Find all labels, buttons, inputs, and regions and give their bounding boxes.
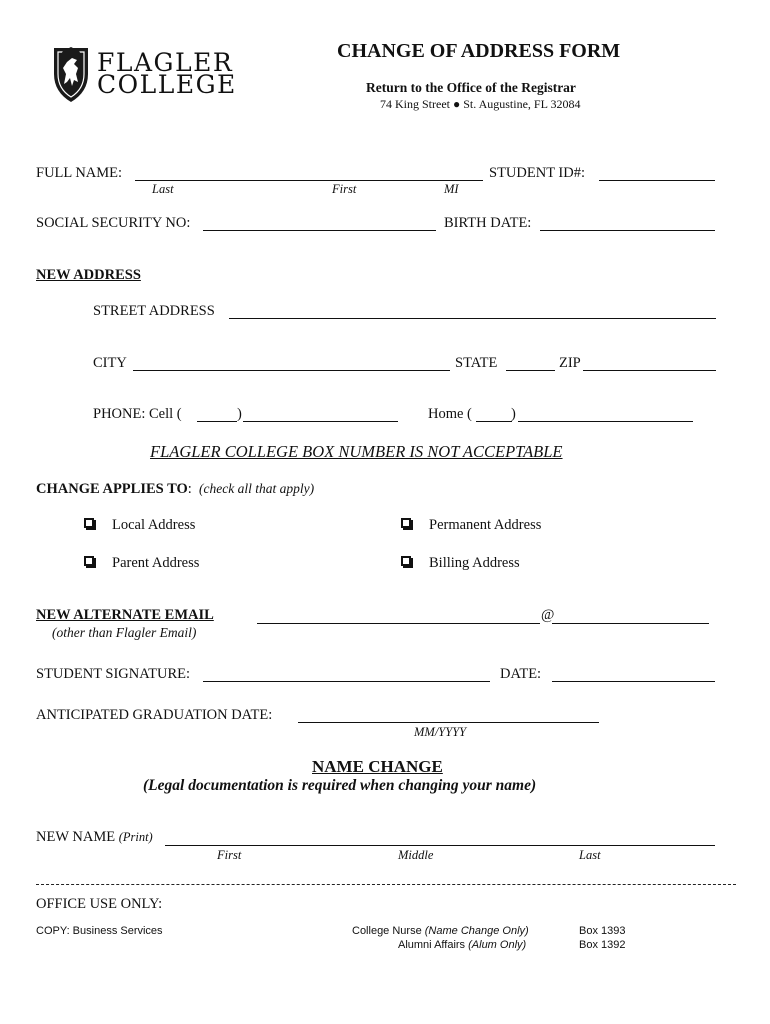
email-at-sign: @ (541, 607, 555, 623)
change-applies-colon: : (187, 481, 192, 497)
checkbox-parent-address[interactable] (84, 556, 94, 566)
new-name-label-text: NEW NAME (36, 829, 116, 845)
city-label: CITY (93, 355, 127, 371)
home-number-field[interactable] (518, 421, 693, 422)
change-applies-title: CHANGE APPLIES TO (36, 481, 188, 497)
change-applies-hint: (check all that apply) (199, 481, 315, 496)
box-number-notice: FLAGLER COLLEGE BOX NUMBER IS NOT ACCEPTABLE (150, 442, 563, 461)
college-logo (52, 44, 242, 106)
name-change-subheading: (Legal documentation is required when changing your name) (143, 777, 537, 794)
logo-wordmark-line1: FLAGLER (97, 48, 234, 77)
street-address-field[interactable] (229, 318, 716, 319)
checkbox-local-address[interactable] (84, 518, 94, 528)
new-name-first-hint: First (217, 848, 242, 862)
option-local-address-label: Local Address (112, 517, 196, 533)
graduation-date-label: ANTICIPATED GRADUATION DATE: (36, 707, 273, 723)
new-name-middle-hint: Middle (398, 848, 434, 862)
city-field[interactable] (133, 370, 450, 371)
office-use-label: OFFICE USE ONLY: (36, 896, 163, 912)
name-change-heading: NAME CHANGE (312, 757, 443, 776)
crest-shield-icon (52, 44, 90, 104)
office-divider (36, 884, 736, 885)
cell-number-field[interactable] (243, 421, 398, 422)
cell-phone-label: PHONE: Cell ( (93, 406, 182, 422)
alternate-email-label: NEW ALTERNATE EMAIL (36, 607, 214, 623)
box-1392: Box 1392 (579, 939, 626, 951)
birth-date-label: BIRTH DATE: (444, 215, 532, 231)
nurse-name: College Nurse (352, 925, 422, 937)
name-mi-hint: MI (444, 182, 459, 196)
new-name-last-hint: Last (579, 848, 601, 862)
change-applies-label (36, 481, 314, 498)
home-area-code-field[interactable] (476, 421, 512, 422)
state-field[interactable] (506, 370, 555, 371)
alumni-name: Alumni Affairs (398, 939, 466, 951)
home-phone-label: Home ( (428, 406, 472, 422)
signature-date-label: DATE: (500, 666, 542, 682)
graduation-date-field[interactable] (298, 722, 599, 723)
full-name-label: FULL NAME: (36, 165, 123, 181)
signature-date-field[interactable] (552, 681, 715, 682)
form-title: CHANGE OF ADDRESS FORM (337, 40, 621, 62)
checkbox-permanent-address[interactable] (401, 518, 411, 528)
option-billing-address-label: Billing Address (429, 555, 520, 571)
street-address-label: STREET ADDRESS (93, 303, 215, 319)
cell-paren-close: ) (237, 406, 242, 422)
name-last-hint: Last (152, 182, 174, 196)
full-name-field[interactable] (135, 180, 483, 181)
new-name-print-hint: (Print) (118, 830, 153, 844)
graduation-format-hint: MM/YYYY (414, 725, 467, 739)
ssn-field[interactable] (203, 230, 436, 231)
nurse-note: (Name Change Only) (424, 925, 529, 937)
copy-business-services: COPY: Business Services (36, 925, 163, 937)
checkbox-billing-address[interactable] (401, 556, 411, 566)
email-user-field[interactable] (257, 623, 540, 624)
birth-date-field[interactable] (540, 230, 715, 231)
name-first-hint: First (332, 182, 357, 196)
email-domain-field[interactable] (552, 623, 709, 624)
cell-area-code-field[interactable] (197, 421, 237, 422)
copy-nurse (352, 925, 529, 937)
logo-wordmark-line2: COLLEGE (97, 70, 237, 99)
student-id-field[interactable] (599, 180, 715, 181)
registrar-address: 74 King Street ● St. Augustine, FL 32084 (380, 97, 581, 111)
signature-label: STUDENT SIGNATURE: (36, 666, 190, 682)
new-address-heading: NEW ADDRESS (36, 267, 141, 283)
zip-label: ZIP (559, 355, 581, 371)
return-to-text: Return to the Office of the Registrar (366, 80, 576, 95)
signature-field[interactable] (203, 681, 490, 682)
option-permanent-address-label: Permanent Address (429, 517, 542, 533)
state-label: STATE (455, 355, 498, 371)
zip-field[interactable] (583, 370, 716, 371)
box-1393: Box 1393 (579, 925, 626, 937)
home-paren-close: ) (511, 406, 516, 422)
email-note: (other than Flagler Email) (52, 625, 197, 640)
option-parent-address-label: Parent Address (112, 555, 200, 571)
alumni-note: (Alum Only) (468, 939, 527, 951)
ssn-label: SOCIAL SECURITY NO: (36, 215, 191, 231)
new-name-field[interactable] (165, 845, 715, 846)
copy-alumni (398, 939, 526, 951)
student-id-label: STUDENT ID#: (489, 165, 585, 181)
new-name-label (36, 829, 153, 846)
